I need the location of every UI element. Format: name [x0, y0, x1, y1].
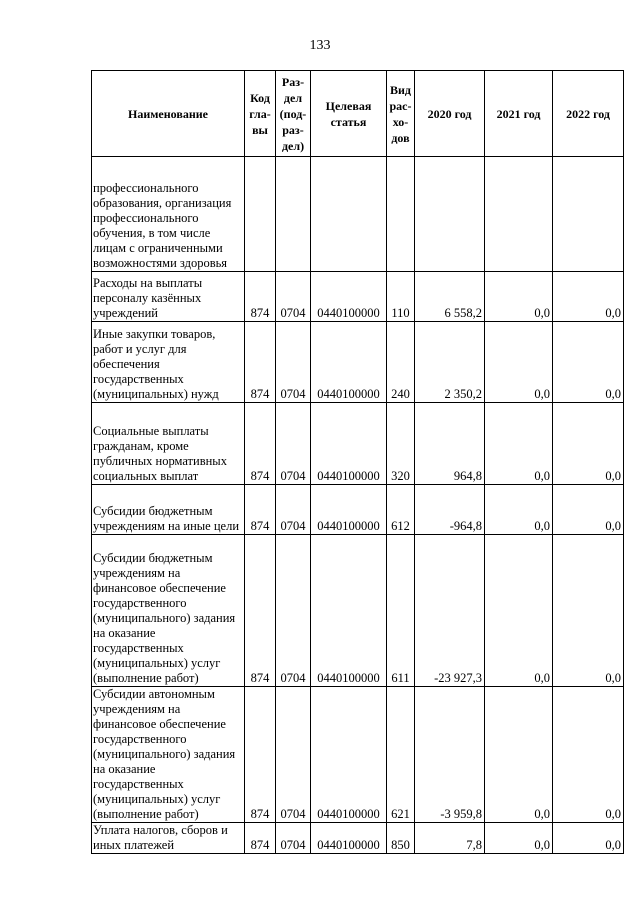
row-2020: 6 558,2 — [415, 272, 485, 322]
row-target: 0440100000 — [311, 272, 387, 322]
header-section: Раз-дел (под-раз-дел) — [276, 71, 311, 157]
row-type: 320 — [387, 403, 415, 485]
table-row — [92, 272, 624, 322]
row-2022: 0,0 — [553, 322, 624, 403]
header-expense-type: Вид рас-хо-дов — [387, 71, 415, 157]
row-target: 0440100000 — [311, 322, 387, 403]
row-2021: 0,0 — [485, 485, 553, 535]
row-target: 0440100000 — [311, 485, 387, 535]
row-name: профессионального образования, организация профессионального обучения, в том числе лицам с ограниченными возможностями здоровья — [92, 157, 245, 272]
page-number: 133 — [309, 38, 331, 53]
row-type — [387, 157, 415, 272]
row-2022: 0,0 — [553, 272, 624, 322]
row-target: 0440100000 — [311, 687, 387, 823]
budget-table — [91, 70, 624, 854]
row-code: 874 — [245, 322, 276, 403]
row-type: 611 — [387, 535, 415, 687]
row-code: 874 — [245, 485, 276, 535]
table-row — [92, 403, 624, 485]
row-code: 874 — [245, 823, 276, 854]
row-2022: 0,0 — [553, 687, 624, 823]
row-2020: -3 959,8 — [415, 687, 485, 823]
row-code: 874 — [245, 687, 276, 823]
row-2022: 0,0 — [553, 485, 624, 535]
header-2022: 2022 год — [553, 71, 624, 157]
row-2021: 0,0 — [485, 823, 553, 854]
table-row — [92, 485, 624, 535]
row-name: Субсидии автономным учреждениям на финансовое обеспечение государственного (муниципального) задания на оказание государственных (муниципальных) услуг (выполнение работ) — [92, 687, 245, 823]
row-2022: 0,0 — [553, 823, 624, 854]
table-row — [92, 322, 624, 403]
row-target: 0440100000 — [311, 823, 387, 854]
header-row — [92, 71, 624, 157]
row-2020 — [415, 157, 485, 272]
row-2021: 0,0 — [485, 403, 553, 485]
row-name: Субсидии бюджетным учреждениям на иные цели — [92, 485, 245, 535]
row-target — [311, 157, 387, 272]
row-type: 612 — [387, 485, 415, 535]
row-name: Расходы на выплаты персоналу казённых учреждений — [92, 272, 245, 322]
row-target: 0440100000 — [311, 403, 387, 485]
row-2020: -964,8 — [415, 485, 485, 535]
row-code: 874 — [245, 535, 276, 687]
row-code: 874 — [245, 272, 276, 322]
row-code: 874 — [245, 403, 276, 485]
row-2022 — [553, 157, 624, 272]
row-target: 0440100000 — [311, 535, 387, 687]
row-name: Уплата налогов, сборов и иных платежей — [92, 823, 245, 854]
row-name: Иные закупки товаров, работ и услуг для обеспечения государственных (муниципальных) нужд — [92, 322, 245, 403]
header-name: Наименование — [92, 71, 245, 157]
header-2021: 2021 год — [485, 71, 553, 157]
row-section: 0704 — [276, 272, 311, 322]
row-section: 0704 — [276, 485, 311, 535]
row-type: 240 — [387, 322, 415, 403]
row-code — [245, 157, 276, 272]
row-2020: -23 927,3 — [415, 535, 485, 687]
row-type: 110 — [387, 272, 415, 322]
row-2021: 0,0 — [485, 322, 553, 403]
row-name: Социальные выплаты гражданам, кроме публичных нормативных социальных выплат — [92, 403, 245, 485]
row-2020: 964,8 — [415, 403, 485, 485]
row-type: 621 — [387, 687, 415, 823]
row-2022: 0,0 — [553, 403, 624, 485]
header-code-head: Код гла-вы — [245, 71, 276, 157]
header-target: Целевая статья — [311, 71, 387, 157]
row-section — [276, 157, 311, 272]
row-section: 0704 — [276, 322, 311, 403]
table-row — [92, 687, 624, 823]
header-2020: 2020 год — [415, 71, 485, 157]
row-2021: 0,0 — [485, 272, 553, 322]
row-2021 — [485, 157, 553, 272]
row-2020: 2 350,2 — [415, 322, 485, 403]
row-2020: 7,8 — [415, 823, 485, 854]
row-type: 850 — [387, 823, 415, 854]
row-2022: 0,0 — [553, 535, 624, 687]
row-name: Субсидии бюджетным учреждениям на финансовое обеспечение государственного (муниципального) задания на оказание государственных (муниципальных) услуг (выполнение работ) — [92, 535, 245, 687]
row-section: 0704 — [276, 687, 311, 823]
table-row — [92, 535, 624, 687]
row-section: 0704 — [276, 823, 311, 854]
table-row — [92, 823, 624, 854]
table-row — [92, 157, 624, 272]
row-section: 0704 — [276, 535, 311, 687]
row-2021: 0,0 — [485, 535, 553, 687]
row-2021: 0,0 — [485, 687, 553, 823]
row-section: 0704 — [276, 403, 311, 485]
